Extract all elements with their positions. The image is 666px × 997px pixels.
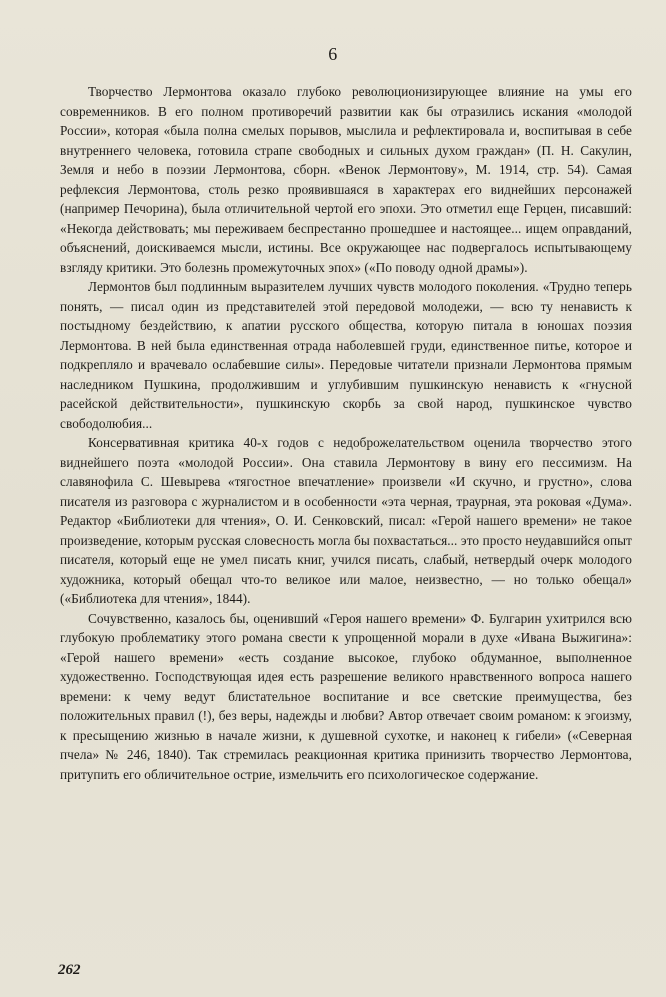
paragraph-2: Лермонтов был подлинным выразителем лучших чувств молодого поколения. «Трудно теперь понять, — писал один из представителей этой передовой молодежи, — всю ту ненависть к постыдному бездействию, к апатии русского общества, которую питала в юношах поэзия Лермонтова. В ней была единственная отрада наболевшей груди, единственное питье, которое и подкрепляло и врачевало ослабевшие силы». Передовые читатели признали Лермонтова прямым наследником Пушкина, продолжившим и углубившим пушкинскую ненависть к «гнусной расейской действительности», пушкинскую скорбь за свой народ, пушкинское чувство свободолюбия... bbox=[60, 279, 632, 431]
page-number-bottom: 262 bbox=[58, 962, 81, 978]
body-text bbox=[60, 82, 632, 784]
paragraph-1: Творчество Лермонтова оказало глубоко революционизирующее влияние на умы его современников. В его полном противоречий развитии как бы отразились искания «молодой России», которая «была полна смелых порывов, мыслила и рефлектировала и, воспитывая в себе внутреннего человека, готовила страпе свободных и сильных духом граждан» (П. Н. Сакулин, Земля и небо в поэзии Лермонтова, сборн. «Венок Лермонтову», М. 1914, стр. 54). Самая рефлексия Лермонтова, столь резко проявившаяся в характерах его виднейших персонажей (например Печорина), была отличительной чертой его эпохи. Это отметил еще Герцен, писавший: «Некогда действовать; мы переживаем беспрестанно прошедшее и настоящее... ищем оправданий, объяснений, доискиваемся мысли, истины. Все окружающее нас подвергалось испытывающему взгляду критики. Это болезнь промежуточных эпох» («По поводу одной драмы»). bbox=[60, 84, 632, 275]
paragraph-4: Сочувственно, казалось бы, оценивший «Героя нашего времени» Ф. Булгарин ухитрился всю глубокую проблематику этого романа свести к упрощенной морали в духе «Ивана Выжигина»: «Герой нашего времени» «есть создание высокое, глубоко обдуманное, выполненное художественно. Господствующая идея есть разрешение великого нравственного вопроса нашего времени: к чему ведут блистательное воспитание и все светские преимущества, без положительных правил (!), без веры, надежды и любви? Автор отвечает своим романом: к эгоизму, к пресыщению жизнью в начале жизни, к душевной сухотке, и наконец к гибели» («Северная пчела» № 246, 1840). Так стремилась реакционная критика принизить творчество Лермонтова, притупить его обличительное острие, измельчить его психологическое содержание. bbox=[60, 610, 632, 782]
page-number-top: 6 bbox=[328, 44, 338, 64]
paragraph-3: Консервативная критика 40-х годов с недоброжелательством оценила творчество этого виднейшего поэта «молодой России». Она ставила Лермонтову в вину его пессимизм. На славянофила С. Шевырева «тягостное впечатление» произвели «И скучно, и грустно», слова писателя из разговора с журналистом и в особенности «эта черная, траурная, эта роковая «Дума». Редактор «Библиотеки для чтения», О. И. Сенковский, писал: «Герой нашего времени» не такое произведение, которым русская словесность могла бы похвастаться... это просто неудавшийся опыт писателя, который еще не умел писать книг, учился писать, слабый, нетвердый очерк молодого художника, который обещал что-то великое или малое, неизвестно, — но только обещал» («Библиотека для чтения», 1844). bbox=[60, 435, 632, 606]
